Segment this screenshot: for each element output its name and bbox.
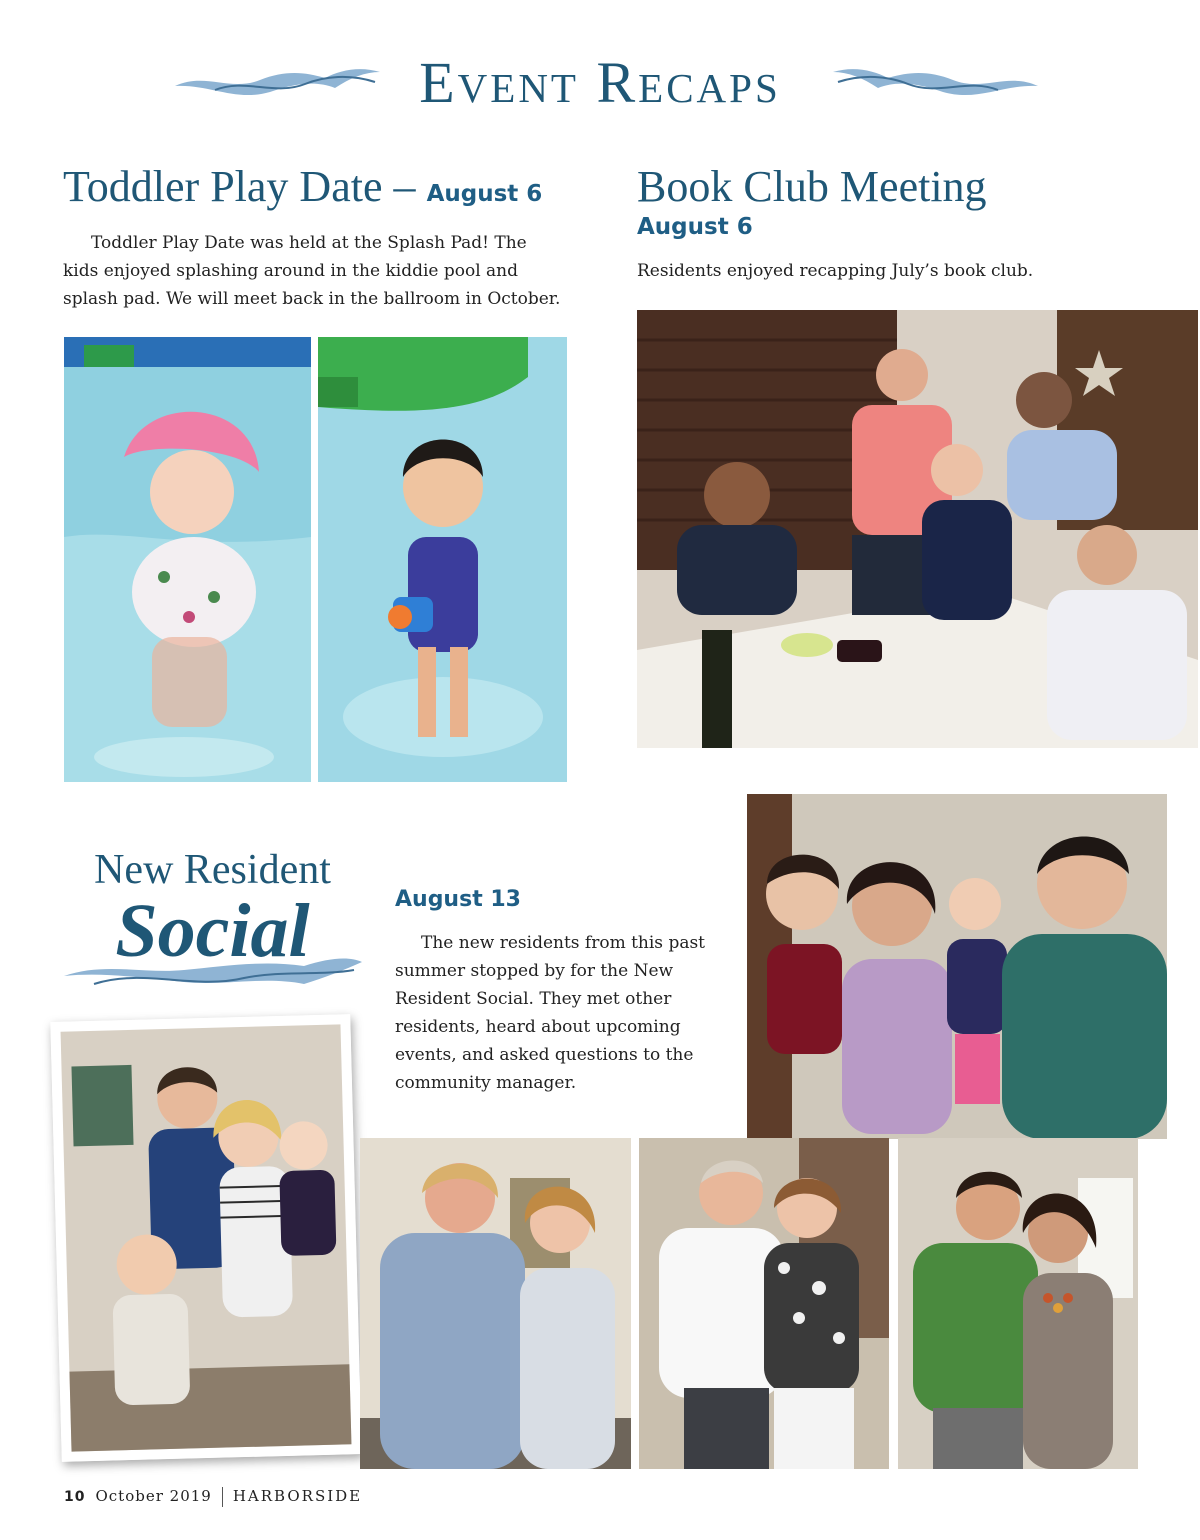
toddler-body-text: Toddler Play Date was held at the Splash Pad! The kids enjoyed splashing around in the kiddie pool and splash pad. We will meet back in the ballroom in October. [63, 233, 561, 309]
social-body-text: The new residents from this past summer stopped by for the New Resident Social. They met other residents, heard about upcoming events, and asked questions to the community manager. [395, 933, 706, 1093]
bookclub-section-title: Book Club Meeting [637, 162, 987, 211]
toddler-section-title: Toddler Play Date – [63, 162, 416, 211]
wave-ornament-right [828, 62, 1038, 102]
page-number: 10 [64, 1489, 86, 1505]
publication-name: HARBORSIDE [232, 1487, 363, 1505]
social-photo-couple-1 [360, 1138, 631, 1469]
social-photo-couple-2 [639, 1138, 889, 1469]
bookclub-photo [637, 310, 1198, 748]
social-title-line2: Social [115, 889, 310, 973]
page-title: Event Recaps [419, 50, 781, 115]
toddler-date: August 6 [426, 181, 543, 207]
toddler-section-heading [63, 162, 542, 212]
social-date: August 13 [395, 887, 521, 912]
footer-divider [222, 1487, 223, 1507]
toddler-photo-left [64, 337, 311, 782]
social-photo-family-polaroid [50, 1014, 361, 1462]
bookclub-body-text: Residents enjoyed recapping July’s book club. [637, 261, 1034, 281]
bookclub-date: August 6 [637, 214, 753, 240]
toddler-photo-right [318, 337, 567, 782]
wave-ornament-left [175, 62, 385, 102]
social-photo-couple-3 [898, 1138, 1138, 1469]
social-photo-family-right [747, 794, 1167, 1139]
social-wave-ornament [64, 948, 364, 998]
issue-date: October 2019 [95, 1487, 212, 1505]
page-footer [64, 1487, 362, 1507]
social-title-line1: New Resident [94, 847, 331, 893]
